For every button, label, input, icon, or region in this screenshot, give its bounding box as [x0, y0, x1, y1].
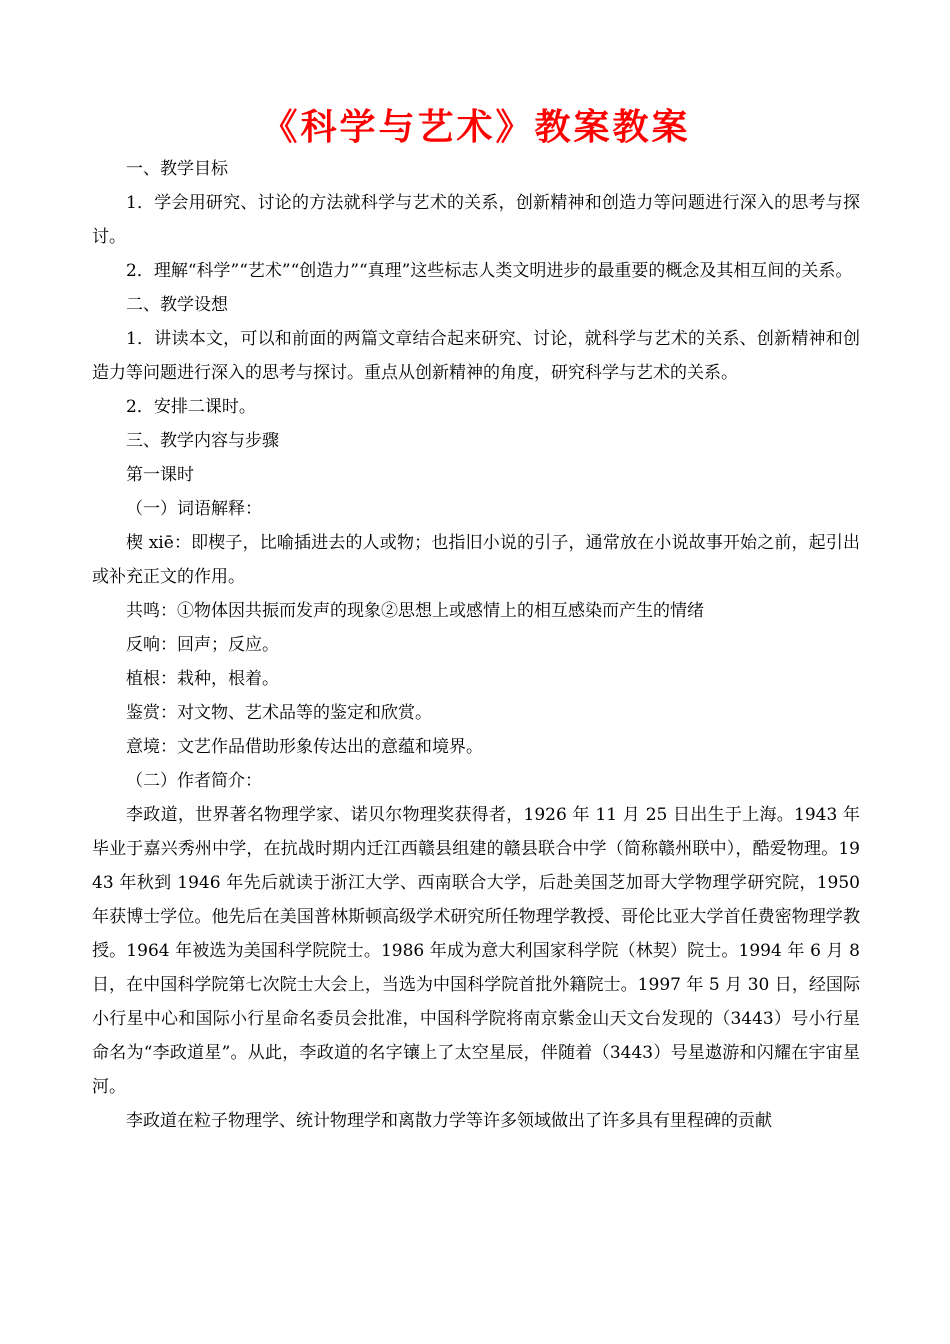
- paragraph: 反响：回声；反应。: [126, 635, 279, 655]
- paragraph: 楔 xiē：即楔子，比喻插进去的人或物；也指旧小说的引子，通常放在小说故事开始之前，起引出或补充正文的作用。: [92, 533, 860, 587]
- paragraph: 共鸣：①物体因共振而发声的现象②思想上或感情上的相互感染而产生的情绪: [126, 601, 704, 621]
- paragraph: 1．讲读本文，可以和前面的两篇文章结合起来研究、讨论，就科学与艺术的关系、创新精神和创造力等问题进行深入的思考与探讨。重点从创新精神的角度，研究科学与艺术的关系。: [92, 329, 860, 383]
- section-heading: 二、教学设想: [126, 295, 228, 315]
- paragraph: 意境：文艺作品借助形象传达出的意蕴和境界。: [126, 737, 483, 757]
- paragraph: 1．学会用研究、讨论的方法就科学与艺术的关系，创新精神和创造力等问题进行深入的思考与探讨。: [92, 193, 860, 247]
- section-heading: （一）词语解释：: [126, 499, 262, 519]
- paragraph: 2．理解“科学”“艺术”“创造力”“真理”这些标志人类文明进步的最重要的概念及其相互间的关系。: [126, 261, 853, 281]
- paragraph: 李政道，世界著名物理学家、诺贝尔物理奖获得者，1926 年 11 月 25 日出生于上海。1943 年毕业于嘉兴秀州中学，在抗战时期内迁江西赣县组建的赣县联合中学（简称赣州联中），酷爱物理。1943 年秋到 1946 年先后就读于浙江大学、西南联合大学，后赴美国芝加哥大学物理学研究院，1950 年获博士学位。他先后在美国普林斯顿高级学术研究所任物理学教授、哥伦比亚大学首任费密物理学教授。1964 年被选为美国科学院院士。1986 年成为意大利国家科学院（林契）院士。1994 年 6 月 8 日，在中国科学院第七次院士大会上，当选为中国科学院首批外籍院士。1997 年 5 月 30 日，经国际小行星中心和国际小行星命名委员会批准，中国科学院将南京紫金山天文台发现的（3443）号小行星命名为“李政道星”。从此，李政道的名字镶上了太空星辰，伴随着（3443）号星遨游和闪耀在宇宙星河。: [92, 805, 860, 1097]
- paragraph: 鉴赏：对文物、艺术品等的鉴定和欣赏。: [126, 703, 432, 723]
- paragraph: 李政道在粒子物理学、统计物理学和离散力学等许多领域做出了许多具有里程碑的贡献: [126, 1111, 772, 1131]
- section-heading: 一、教学目标: [126, 159, 228, 179]
- section-heading: 三、教学内容与步骤: [126, 431, 279, 451]
- section-heading: 第一课时: [126, 465, 194, 485]
- paragraph: 2．安排二课时。: [126, 397, 256, 417]
- document-title: 《科学与艺术》教案教案: [261, 107, 691, 148]
- document-body: [92, 152, 860, 1138]
- document-page: [92, 100, 860, 1138]
- paragraph: 植根：栽种，根着。: [126, 669, 279, 689]
- section-heading: （二）作者简介：: [126, 771, 262, 791]
